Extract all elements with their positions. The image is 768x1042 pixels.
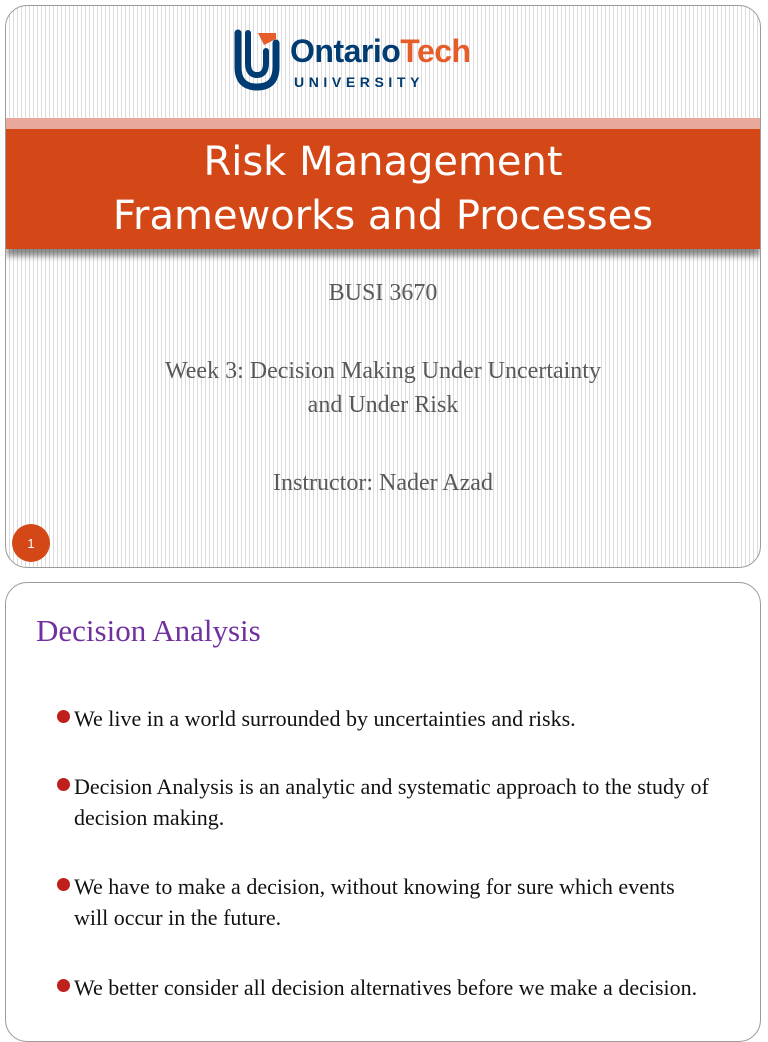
bullet-item [74, 703, 714, 734]
week-title-line-2: and Under Risk [307, 392, 459, 418]
slide-2 [5, 582, 761, 1042]
slide-1 [5, 5, 761, 568]
bullet-dot-icon [57, 778, 70, 791]
slide-number-badge: 1 [12, 524, 50, 562]
course-code: BUSI 3670 [328, 280, 438, 306]
bullet-text: We better consider all decision alternatives before we make a decision. [74, 975, 698, 1000]
bullet-dot-icon [57, 979, 70, 992]
ontario-tech-shield-icon [232, 29, 282, 91]
logo-wordmark: OntarioTech [290, 33, 471, 69]
bullet-item [74, 771, 714, 833]
slide-title-line-2: Frameworks and Processes [112, 193, 654, 239]
title-band-highlight [6, 118, 760, 129]
logo-subtitle: UNIVERSITY [294, 74, 425, 90]
bullet-text: Decision Analysis is an analytic and systematic approach to the study of decision making. [74, 774, 709, 830]
week-title-line-1: Week 3: Decision Making Under Uncertainty [165, 358, 601, 384]
bullet-dot-icon [57, 710, 70, 723]
bullet-text: We have to make a decision, without knowing for sure which events will occur in the future. [74, 874, 675, 930]
bullet-item [74, 871, 714, 933]
bullet-item [74, 972, 714, 1003]
slide-title-line-1: Risk Management [203, 139, 563, 185]
slide-2-title: Decision Analysis [36, 613, 261, 648]
title-band [6, 129, 760, 249]
bullet-text: We live in a world surrounded by uncertainties and risks. [74, 706, 576, 731]
ontario-tech-logo [232, 29, 532, 99]
bullet-dot-icon [57, 878, 70, 891]
instructor: Instructor: Nader Azad [273, 470, 493, 496]
